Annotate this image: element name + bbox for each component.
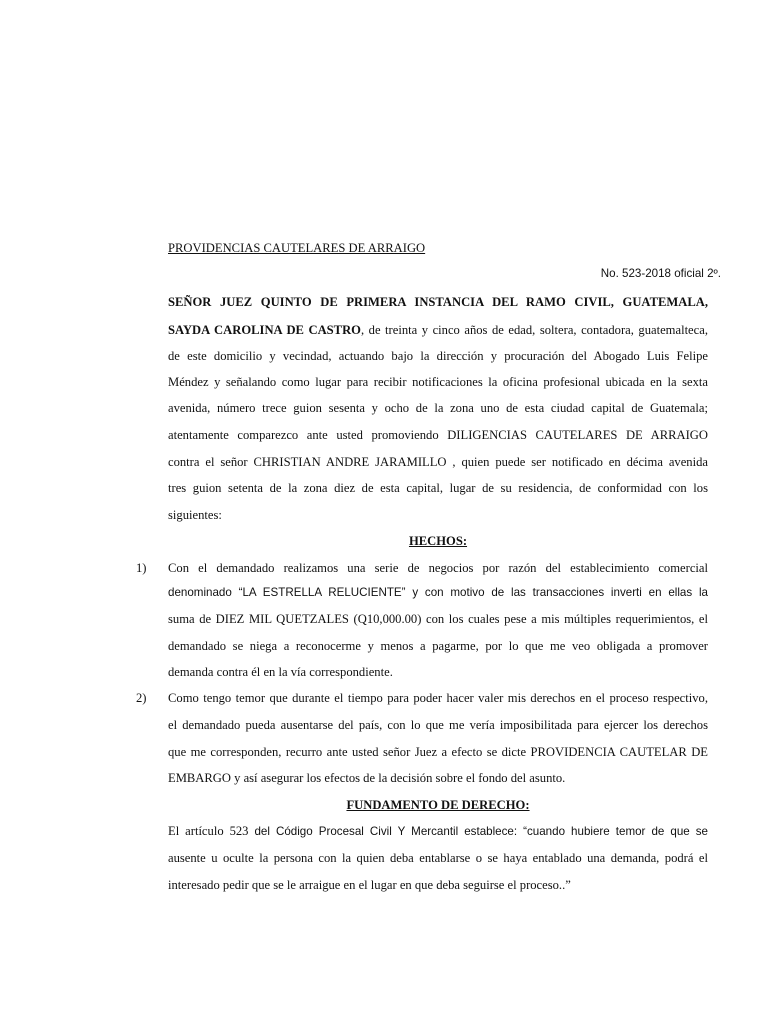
- intro-line-2: de este domicilio y vecindad, actuando bajo la dirección y procuración del Abogado Luis Felipe: [168, 349, 708, 363]
- hecho-1-line-5: demanda contra él en la vía correspondiente.: [168, 665, 393, 679]
- intro-line-7: tres guion setenta de la zona diez de esta capital, lugar de su residencia, de conformidad con los: [168, 481, 708, 495]
- hecho-2-number: 2): [136, 691, 147, 705]
- hecho-2-line-4: EMBARGO y así asegurar los efectos de la decisión sobre el fondo del asunto.: [168, 771, 566, 785]
- hecho-1-line-4: demandado se niega a reconocerme y menos a pagarme, por lo que me veo obligada a promover: [168, 639, 708, 653]
- document-title: PROVIDENCIAS CAUTELARES DE ARRAIGO: [168, 241, 426, 255]
- case-number: No. 523-2018 oficial 2º.: [600, 267, 721, 280]
- fundamento-line-2: ausente u oculte la persona con la quien deba entablarse o se haya entablado una demanda, podrá el: [168, 851, 708, 865]
- hecho-1-line-3: suma de DIEZ MIL QUETZALES (Q10,000.00) con los cuales pese a mis múltiples requerimientos, el: [168, 612, 708, 626]
- intro-line-1: [168, 322, 708, 338]
- fundamento-line-1-a: El artículo 523: [168, 824, 255, 838]
- fundamento-line-1-b: del Código Procesal Civil Y Mercantil establece: “cuando hubiere temor de que se: [254, 825, 708, 838]
- hecho-2-line-3: que me corresponden, recurro ante usted señor Juez a efecto se dicte PROVIDENCIA CAUTELAR DE: [168, 745, 708, 759]
- fundamento-line-3: interesado pedir que se le arraigue en el lugar en que deba seguirse el proceso..”: [168, 878, 571, 892]
- intro-line-3: Méndez y señalando como lugar para recibir notificaciones la oficina profesional ubicada en la sexta: [168, 375, 708, 389]
- intro-line-5: atentamente comparezco ante usted promoviendo DILIGENCIAS CAUTELARES DE ARRAIGO: [168, 428, 708, 442]
- hecho-2-line-1: Como tengo temor que durante el tiempo para poder hacer valer mis derechos en el proceso respectivo,: [168, 691, 708, 705]
- petitioner-name: SAYDA CAROLINA DE CASTRO: [168, 323, 361, 337]
- intro-line-4: avenida, número trece guion sesenta y ocho de la zona uno de esta ciudad capital de Guatemala;: [168, 401, 708, 415]
- hechos-heading: HECHOS:: [408, 534, 468, 548]
- fundamento-heading: FUNDAMENTO DE DERECHO:: [346, 798, 530, 812]
- intro-line-6: contra el señor CHRISTIAN ANDRE JARAMILLO , quien puede ser notificado en décima avenida: [168, 455, 708, 469]
- hecho-1-line-1: Con el demandado realizamos una serie de negocios por razón del establecimiento comercial: [168, 561, 708, 575]
- hecho-1-number: 1): [136, 561, 147, 575]
- addressee: SEÑOR JUEZ QUINTO DE PRIMERA INSTANCIA DEL RAMO CIVIL, GUATEMALA,: [168, 295, 708, 309]
- intro-line-8: siguientes:: [168, 508, 222, 522]
- hecho-1-line-2: denominado “LA ESTRELLA RELUCIENTE” y con motivo de las transacciones inverti en ellas la: [168, 586, 708, 599]
- hecho-2-line-2: el demandado pueda ausentarse del país, con lo que me vería imposibilitada para ejercer los derechos: [168, 718, 708, 732]
- intro-line-1-rest: , de treinta y cinco años de edad, soltera, contadora, guatemalteca,: [360, 323, 708, 337]
- fundamento-line-1: [168, 823, 708, 840]
